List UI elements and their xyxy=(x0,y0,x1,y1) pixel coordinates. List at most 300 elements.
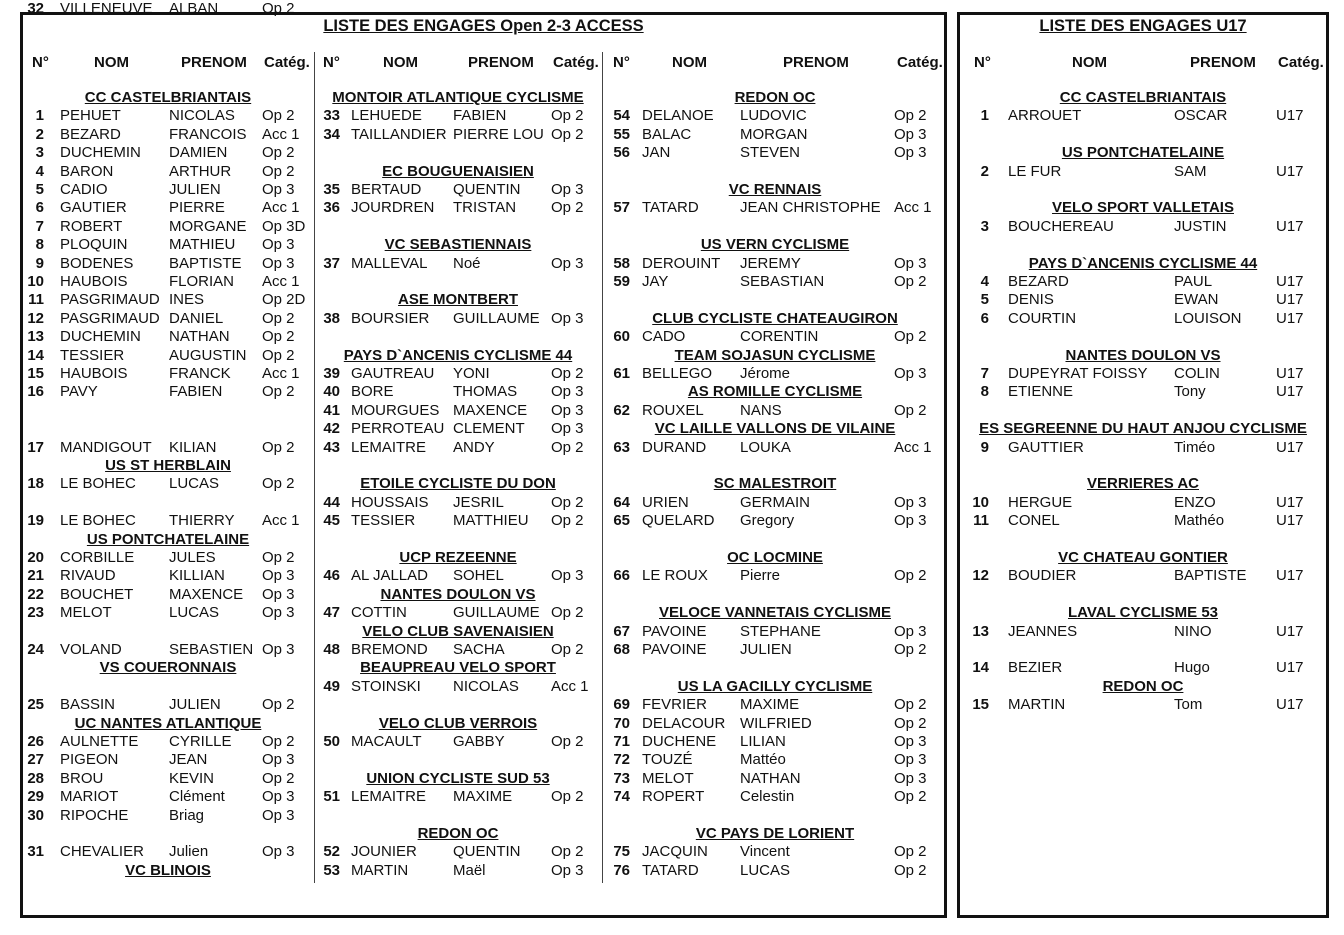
rider-categ: Op 2 xyxy=(894,328,927,346)
rider-prenom: THIERRY xyxy=(169,512,235,530)
rider-prenom: LUDOVIC xyxy=(740,107,807,125)
rider-number: 48 xyxy=(323,641,340,658)
rider-prenom: SACHA xyxy=(453,641,505,658)
rider-categ: Op 2 xyxy=(894,567,927,585)
rider-prenom: JEAN CHRISTOPHE xyxy=(740,199,881,217)
header-nom: NOM xyxy=(1072,54,1107,71)
rider-prenom: LUCAS xyxy=(169,604,220,622)
open-panel-title: LISTE DES ENGAGES Open 2-3 ACCESS xyxy=(323,17,644,35)
rider-nom: BODENES xyxy=(60,254,134,272)
rider-number: 58 xyxy=(613,254,630,272)
rider-nom: DUCHEMIN xyxy=(60,328,141,346)
rider-number: 72 xyxy=(613,751,630,769)
header-nom: NOM xyxy=(383,54,418,71)
rider-categ: Op 3 xyxy=(551,254,584,272)
rider-nom: MARTIN xyxy=(351,861,409,879)
rider-prenom: Jérome xyxy=(740,365,791,382)
rider-prenom: QUENTIN xyxy=(453,843,521,861)
rider-nom: STOINSKI xyxy=(351,677,421,695)
rider-nom: PASGRIMAUD xyxy=(60,309,160,327)
rider-categ: Op 3 xyxy=(551,567,584,585)
club-name: US VERN CYCLISME xyxy=(700,236,850,254)
rider-nom: BREMOND xyxy=(351,641,428,658)
rider-categ: Op 2 xyxy=(894,273,927,290)
club-name: VS COUERONNAIS xyxy=(99,659,237,677)
rider-prenom: LOUISON xyxy=(1174,309,1242,327)
rider-prenom: ALBAN xyxy=(169,0,219,17)
rider-categ: Op 3 xyxy=(551,861,584,879)
rider-nom: DURAND xyxy=(642,438,707,456)
rider-categ: Op 3 xyxy=(894,733,927,750)
rider-nom: DUCHEMIN xyxy=(60,144,141,162)
rider-prenom: KILLIAN xyxy=(169,567,225,585)
rider-number: 39 xyxy=(323,365,340,382)
rider-categ: Op 3 xyxy=(262,254,295,272)
rider-categ: Op 2 xyxy=(262,475,295,493)
rider-number: 41 xyxy=(323,401,340,419)
club-name: REDON OC xyxy=(417,825,499,842)
rider-categ: Op 3 xyxy=(262,181,295,198)
rider-categ: Op 2 xyxy=(262,696,295,714)
rider-categ: Op 3 xyxy=(551,401,584,419)
header-prenom: PRENOM xyxy=(783,54,849,71)
rider-number: 35 xyxy=(323,181,340,198)
rider-categ: U17 xyxy=(1276,107,1304,125)
rider-categ: Op 3 xyxy=(894,622,927,640)
rider-number: 47 xyxy=(323,604,340,622)
header-categ: Catég. xyxy=(553,54,599,71)
club-name: NANTES DOULON VS xyxy=(380,585,536,603)
rider-prenom: Clément xyxy=(169,788,225,806)
rider-nom: TATARD xyxy=(642,861,699,879)
rider-number: 16 xyxy=(27,383,44,401)
column-divider xyxy=(602,52,603,883)
rider-categ: U17 xyxy=(1276,273,1304,290)
rider-number: 52 xyxy=(323,843,340,861)
rider-number: 40 xyxy=(323,383,340,401)
rider-nom: ROBERT xyxy=(60,217,123,235)
club-name: US LA GACILLY CYCLISME xyxy=(677,677,873,695)
club-name: UCP REZEENNE xyxy=(399,549,517,566)
rider-categ: Acc 1 xyxy=(551,677,589,695)
rider-prenom: KEVIN xyxy=(169,769,215,787)
rider-number: 37 xyxy=(323,254,340,272)
rider-prenom: JUSTIN xyxy=(1174,217,1227,235)
rider-prenom: FRANCK xyxy=(169,365,231,382)
rider-prenom: Maël xyxy=(453,861,486,879)
rider-prenom: INES xyxy=(169,291,205,309)
rider-number: 69 xyxy=(613,696,630,714)
rider-prenom: FRANCOIS xyxy=(169,125,247,143)
club-name: VC RENNAIS xyxy=(728,181,822,198)
rider-prenom: ANDY xyxy=(453,438,495,456)
rider-categ: Op 2 xyxy=(262,346,295,364)
rider-prenom: SOHEL xyxy=(453,567,504,585)
rider-prenom: Tom xyxy=(1174,696,1203,714)
rider-nom: AULNETTE xyxy=(60,733,139,750)
rider-nom: ROUXEL xyxy=(642,401,704,419)
rider-nom: ETIENNE xyxy=(1008,383,1074,401)
rider-categ: U17 xyxy=(1276,567,1304,585)
rider-categ: U17 xyxy=(1276,493,1304,511)
rider-number: 18 xyxy=(27,475,44,493)
rider-prenom: CYRILLE xyxy=(169,733,232,750)
header-num: N° xyxy=(323,54,340,71)
rider-categ: U17 xyxy=(1276,365,1304,382)
club-name: NANTES DOULON VS xyxy=(1065,346,1221,364)
rider-number: 2 xyxy=(980,162,989,180)
club-name: PAYS D`ANCENIS CYCLISME 44 xyxy=(1028,254,1258,272)
rider-categ: Op 3 xyxy=(262,788,295,806)
rider-prenom: NANS xyxy=(740,401,782,419)
rider-prenom: MAXENCE xyxy=(169,585,244,603)
header-prenom: PRENOM xyxy=(181,54,247,71)
rider-nom: PASGRIMAUD xyxy=(60,291,160,309)
rider-categ: U17 xyxy=(1276,512,1304,530)
rider-number: 76 xyxy=(613,861,630,879)
rider-prenom: KILIAN xyxy=(169,438,217,456)
rider-categ: Op 3 xyxy=(262,585,295,603)
rider-number: 3 xyxy=(980,217,989,235)
rider-categ: Op 2 xyxy=(551,493,584,511)
club-name: UC NANTES ATLANTIQUE xyxy=(74,714,262,732)
rider-prenom: SEBASTIEN xyxy=(169,641,254,658)
rider-categ: Op 3 xyxy=(894,769,927,787)
rider-number: 62 xyxy=(613,401,630,419)
rider-categ: Op 2 xyxy=(551,604,584,622)
rider-categ: Op 2 xyxy=(894,861,927,879)
rider-categ: U17 xyxy=(1276,309,1304,327)
rider-number: 45 xyxy=(323,512,340,530)
rider-prenom: MAXENCE xyxy=(453,401,528,419)
rider-prenom: LUCAS xyxy=(740,861,791,879)
rider-prenom: NINO xyxy=(1174,622,1212,640)
rider-prenom: Noé xyxy=(453,254,481,272)
rider-categ: Op 2 xyxy=(551,107,584,125)
header-categ: Catég. xyxy=(264,54,310,71)
rider-nom: MANDIGOUT xyxy=(60,438,152,456)
rider-prenom: MORGAN xyxy=(740,125,808,143)
rider-number: 55 xyxy=(613,125,630,143)
rider-number: 8 xyxy=(980,383,989,401)
rider-prenom: LOUKA xyxy=(740,438,791,456)
rider-prenom: Pierre xyxy=(740,567,781,585)
rider-number: 64 xyxy=(613,493,630,511)
rider-prenom: NATHAN xyxy=(169,328,230,346)
rider-prenom: ARTHUR xyxy=(169,162,232,180)
rider-prenom: JULIEN xyxy=(740,641,792,658)
rider-nom: ROPERT xyxy=(642,788,705,806)
rider-number: 49 xyxy=(323,677,340,695)
rider-categ: Op 2 xyxy=(262,733,295,750)
rider-nom: BOUCHET xyxy=(60,585,134,603)
rider-number: 5 xyxy=(35,181,44,198)
header-categ: Catég. xyxy=(897,54,943,71)
rider-prenom: WILFRIED xyxy=(740,714,812,732)
rider-nom: LEMAITRE xyxy=(351,788,427,806)
rider-nom: BOUCHEREAU xyxy=(1008,217,1114,235)
u17-panel-title: LISTE DES ENGAGES U17 xyxy=(1039,17,1247,35)
rider-prenom: JEREMY xyxy=(740,254,801,272)
rider-nom: BOURSIER xyxy=(351,309,430,327)
rider-categ: Op 2 xyxy=(894,696,927,714)
rider-number: 1 xyxy=(35,107,44,125)
rider-number: 19 xyxy=(27,512,44,530)
rider-categ: Acc 1 xyxy=(262,199,300,217)
rider-categ: Op 3 xyxy=(894,125,927,143)
rider-number: 4 xyxy=(980,273,989,290)
rider-categ: Op 3 xyxy=(262,843,295,861)
rider-prenom: FABIEN xyxy=(453,107,507,125)
rider-nom: JAN xyxy=(642,144,671,162)
rider-nom: AL JALLAD xyxy=(351,567,428,585)
rider-nom: LEHUEDE xyxy=(351,107,422,125)
rider-categ: Op 3 xyxy=(262,751,295,769)
rider-prenom: CORENTIN xyxy=(740,328,819,346)
rider-nom: TATARD xyxy=(642,199,699,217)
club-name: MONTOIR ATLANTIQUE CYCLISME xyxy=(332,89,584,106)
rider-number: 74 xyxy=(613,788,630,806)
rider-number: 54 xyxy=(613,107,630,125)
club-name: AS ROMILLE CYCLISME xyxy=(687,383,863,401)
rider-number: 2 xyxy=(35,125,44,143)
rider-categ: U17 xyxy=(1276,291,1304,309)
rider-nom: BEZIER xyxy=(1008,659,1063,677)
rider-categ: Op 3 xyxy=(551,383,584,401)
rider-prenom: OSCAR xyxy=(1174,107,1228,125)
rider-number: 50 xyxy=(323,733,340,750)
rider-categ: Op 2 xyxy=(894,401,927,419)
rider-prenom: FLORIAN xyxy=(169,273,235,290)
rider-categ: Acc 1 xyxy=(262,125,300,143)
rider-nom: ARROUET xyxy=(1008,107,1082,125)
rider-nom: TESSIER xyxy=(60,346,125,364)
rider-categ: Op 3 xyxy=(262,236,295,254)
club-name: BEAUPREAU VELO SPORT xyxy=(360,659,556,677)
club-name: ETOILE CYCLISTE DU DON xyxy=(360,475,556,493)
rider-nom: BROU xyxy=(60,769,104,787)
rider-nom: PAVY xyxy=(60,383,98,401)
rider-nom: PERROTEAU xyxy=(351,420,445,438)
rider-number: 17 xyxy=(27,438,44,456)
rider-categ: U17 xyxy=(1276,217,1304,235)
rider-prenom: NICOLAS xyxy=(453,677,519,695)
rider-prenom: COLIN xyxy=(1174,365,1220,382)
club-name: UNION CYCLISTE SUD 53 xyxy=(366,769,550,787)
rider-categ: Op 2 xyxy=(262,328,295,346)
rider-categ: Op 3 xyxy=(551,181,584,198)
header-categ: Catég. xyxy=(1278,54,1324,71)
rider-nom: QUELARD xyxy=(642,512,715,530)
rider-nom: TAILLANDIER xyxy=(351,125,447,143)
club-name: ES SEGREENNE DU HAUT ANJOU CYCLISME xyxy=(979,420,1307,438)
rider-number: 51 xyxy=(323,788,340,806)
rider-prenom: BAPTISTE xyxy=(1174,567,1247,585)
rider-number: 31 xyxy=(27,843,44,861)
rider-number: 20 xyxy=(27,549,44,566)
rider-categ: Op 3 xyxy=(894,751,927,769)
club-name: VC BLINOIS xyxy=(125,861,211,879)
rider-nom: DUPEYRAT FOISSY xyxy=(1008,365,1148,382)
rider-prenom: QUENTIN xyxy=(453,181,521,198)
rider-nom: HAUBOIS xyxy=(60,365,128,382)
club-name: CC CASTELBRIANTAIS xyxy=(1059,89,1227,106)
rider-nom: BORE xyxy=(351,383,394,401)
rider-categ: Op 2 xyxy=(551,788,584,806)
rider-number: 14 xyxy=(972,659,989,677)
rider-prenom: LUCAS xyxy=(169,475,220,493)
rider-number: 59 xyxy=(613,273,630,290)
rider-prenom: LILIAN xyxy=(740,733,786,750)
club-name: REDON OC xyxy=(1102,677,1184,695)
rider-number: 68 xyxy=(613,641,630,658)
club-name: ASE MONTBERT xyxy=(398,291,518,309)
rider-number: 70 xyxy=(613,714,630,732)
rider-categ: Op 2 xyxy=(551,733,584,750)
rider-categ: Acc 1 xyxy=(262,365,300,382)
rider-number: 29 xyxy=(27,788,44,806)
club-name: LAVAL CYCLISME 53 xyxy=(1067,604,1219,622)
rider-categ: Op 3 xyxy=(894,144,927,162)
rider-prenom: GABBY xyxy=(453,733,505,750)
rider-categ: Op 3D xyxy=(262,217,306,235)
rider-nom: VILLENEUVE xyxy=(60,0,153,17)
rider-number: 12 xyxy=(972,567,989,585)
rider-categ: U17 xyxy=(1276,438,1304,456)
rider-prenom: AUGUSTIN xyxy=(169,346,247,364)
club-name: VELOCE VANNETAIS CYCLISME xyxy=(659,604,891,622)
rider-nom: BEZARD xyxy=(1008,273,1069,290)
rider-number: 24 xyxy=(27,641,44,658)
rider-nom: LE ROUX xyxy=(642,567,708,585)
rider-nom: FEVRIER xyxy=(642,696,708,714)
rider-number: 9 xyxy=(35,254,44,272)
rider-nom: LE BOHEC xyxy=(60,512,136,530)
rider-number: 71 xyxy=(613,733,630,750)
rider-categ: Op 3 xyxy=(262,604,295,622)
rider-prenom: Vincent xyxy=(740,843,790,861)
rider-categ: Op 3 xyxy=(551,309,584,327)
rider-number: 63 xyxy=(613,438,630,456)
rider-nom: MACAULT xyxy=(351,733,422,750)
rider-categ: Op 2 xyxy=(894,714,927,732)
rider-prenom: Celestin xyxy=(740,788,795,806)
rider-nom: CADO xyxy=(642,328,686,346)
rider-number: 11 xyxy=(28,291,44,309)
club-name: US PONTCHATELAINE xyxy=(1061,144,1225,162)
rider-categ: Op 2 xyxy=(551,843,584,861)
rider-prenom: EWAN xyxy=(1174,291,1219,309)
rider-number: 4 xyxy=(35,162,44,180)
rider-number: 44 xyxy=(323,493,340,511)
rider-nom: RIVAUD xyxy=(60,567,116,585)
rider-number: 26 xyxy=(27,733,44,750)
rider-number: 1 xyxy=(980,107,989,125)
rider-nom: BOUDIER xyxy=(1008,567,1077,585)
rider-nom: URIEN xyxy=(642,493,689,511)
rider-nom: LE BOHEC xyxy=(60,475,136,493)
rider-nom: JEANNES xyxy=(1008,622,1078,640)
rider-categ: Op 2 xyxy=(262,769,295,787)
rider-nom: DEROUINT xyxy=(642,254,721,272)
club-name: TEAM SOJASUN CYCLISME xyxy=(674,346,876,364)
rider-prenom: ENZO xyxy=(1174,493,1216,511)
rider-nom: GAUTTIER xyxy=(1008,438,1084,456)
rider-number: 12 xyxy=(27,309,44,327)
rider-number: 73 xyxy=(613,769,630,787)
rider-prenom: MORGANE xyxy=(169,217,247,235)
rider-prenom: GUILLAUME xyxy=(453,309,540,327)
rider-number: 14 xyxy=(27,346,44,364)
rider-number: 25 xyxy=(27,696,44,714)
rider-number: 10 xyxy=(972,493,989,511)
rider-number: 15 xyxy=(27,365,44,382)
rider-prenom: MATHIEU xyxy=(169,236,236,254)
rider-categ: Op 3 xyxy=(262,567,295,585)
rider-categ: Acc 1 xyxy=(262,512,300,530)
rider-nom: PEHUET xyxy=(60,107,121,125)
rider-categ: U17 xyxy=(1276,622,1304,640)
rider-number: 75 xyxy=(613,843,630,861)
rider-nom: MARTIN xyxy=(1008,696,1066,714)
rider-prenom: GUILLAUME xyxy=(453,604,540,622)
club-name: OC LOCMINE xyxy=(727,549,823,566)
club-name: VC CHATEAU GONTIER xyxy=(1058,549,1228,566)
rider-nom: COTTIN xyxy=(351,604,407,622)
header-nom: NOM xyxy=(672,54,707,71)
rider-categ: Op 3 xyxy=(551,420,584,438)
rider-categ: U17 xyxy=(1276,383,1304,401)
rider-prenom: PIERRE LOU xyxy=(453,125,544,143)
rider-nom: JAY xyxy=(642,273,669,290)
rider-categ: Op 2 xyxy=(894,107,927,125)
rider-number: 6 xyxy=(35,199,44,217)
rider-number: 67 xyxy=(613,622,630,640)
header-nom: NOM xyxy=(94,54,129,71)
rider-nom: GAUTREAU xyxy=(351,365,435,382)
rider-prenom: Julien xyxy=(169,843,209,861)
rider-number: 8 xyxy=(35,236,44,254)
rider-nom: MALLEVAL xyxy=(351,254,428,272)
rider-categ: Op 2 xyxy=(262,162,295,180)
rider-categ: Op 3 xyxy=(262,641,295,658)
rider-nom: GAUTIER xyxy=(60,199,127,217)
rider-categ: Op 2 xyxy=(551,199,584,217)
rider-nom: CHEVALIER xyxy=(60,843,144,861)
rider-prenom: MAXIME xyxy=(453,788,513,806)
rider-prenom: GERMAIN xyxy=(740,493,811,511)
rider-categ: Op 2 xyxy=(262,309,295,327)
rider-number: 32 xyxy=(27,0,44,17)
rider-number: 7 xyxy=(980,365,989,382)
rider-prenom: PAUL xyxy=(1174,273,1213,290)
club-name: VELO CLUB VERROIS xyxy=(378,714,538,732)
rider-nom: COURTIN xyxy=(1008,309,1077,327)
rider-categ: Op 3 xyxy=(262,806,295,824)
rider-number: 22 xyxy=(27,585,44,603)
rider-nom: PIGEON xyxy=(60,751,119,769)
club-name: VC SEBASTIENNAIS xyxy=(384,236,532,254)
rider-categ: Op 2 xyxy=(262,549,295,566)
club-name: REDON OC xyxy=(734,89,816,106)
club-name: VERRIERES AC xyxy=(1087,475,1199,493)
rider-categ: Op 3 xyxy=(894,493,927,511)
rider-nom: PAVOINE xyxy=(642,622,707,640)
rider-categ: Op 2 xyxy=(894,641,927,658)
rider-nom: DUCHENE xyxy=(642,733,717,750)
rider-categ: Op 2 xyxy=(551,365,584,382)
club-name: CC CASTELBRIANTAIS xyxy=(84,89,252,106)
